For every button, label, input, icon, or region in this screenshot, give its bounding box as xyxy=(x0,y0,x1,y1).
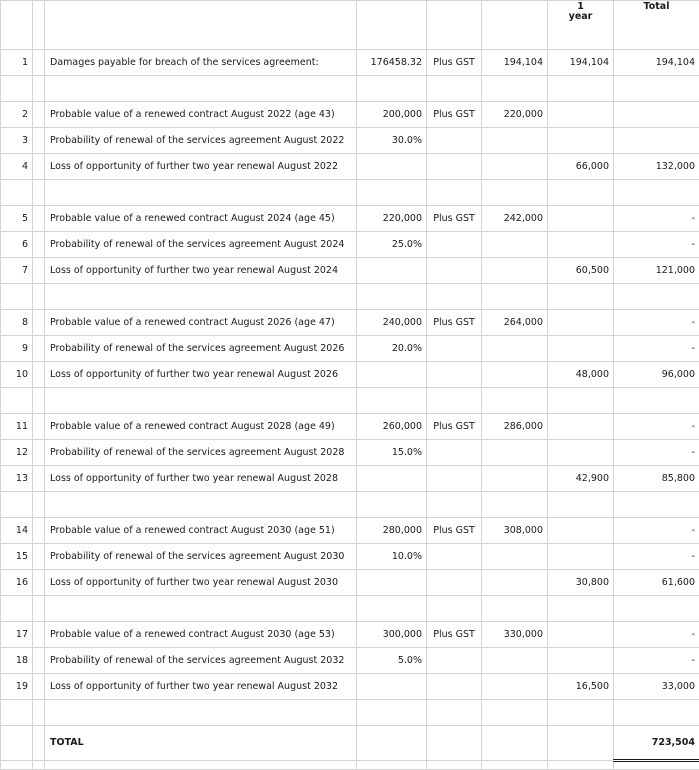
year-one-cell[interactable] xyxy=(548,648,614,674)
value-incl-gst-cell[interactable] xyxy=(482,570,548,596)
cell[interactable] xyxy=(33,700,45,726)
value-incl-gst-cell[interactable] xyxy=(482,440,548,466)
spacer-cell[interactable] xyxy=(33,258,45,284)
blank-row xyxy=(1,180,699,206)
cell[interactable] xyxy=(427,700,482,726)
grand-total-cell[interactable]: 723,504 xyxy=(614,726,699,761)
table-row xyxy=(1,674,699,700)
table-row xyxy=(1,570,699,596)
cell[interactable] xyxy=(1,284,33,310)
cell[interactable] xyxy=(548,492,614,518)
value-cell[interactable]: 25.0% xyxy=(357,232,427,258)
gst-cell[interactable] xyxy=(427,232,482,258)
table-row xyxy=(1,648,699,674)
blank-row xyxy=(1,761,699,770)
cell[interactable] xyxy=(357,761,427,770)
spacer-cell[interactable] xyxy=(33,310,45,336)
blank-row xyxy=(1,388,699,414)
total-row xyxy=(1,726,699,761)
description-cell[interactable]: Probable value of a renewed contract August 2026 (age 47) xyxy=(45,310,357,336)
header-total: Total xyxy=(644,1,670,12)
header-year-word: year xyxy=(569,11,593,22)
table-row xyxy=(1,544,699,570)
spacer-cell[interactable] xyxy=(33,128,45,154)
cell[interactable] xyxy=(357,1,427,50)
row-number-cell[interactable]: 12 xyxy=(1,440,33,466)
gst-cell[interactable] xyxy=(427,336,482,362)
total-cell[interactable]: - xyxy=(614,232,699,258)
table-row xyxy=(1,362,699,388)
row-number-cell[interactable]: 4 xyxy=(1,154,33,180)
year-one-cell[interactable] xyxy=(548,440,614,466)
table-row xyxy=(1,50,699,76)
description-cell[interactable]: Probability of renewal of the services agreement August 2030 xyxy=(45,544,357,570)
value-cell[interactable]: 200,000 xyxy=(357,102,427,128)
cell[interactable] xyxy=(548,726,614,761)
value-incl-gst-cell[interactable]: 308,000 xyxy=(482,518,548,544)
cell[interactable] xyxy=(33,180,45,206)
cell[interactable] xyxy=(33,76,45,102)
year-one-cell[interactable]: 42,900 xyxy=(548,466,614,492)
row-number-cell[interactable]: 1 xyxy=(1,50,33,76)
cell[interactable] xyxy=(33,1,45,50)
row-number-cell[interactable]: 13 xyxy=(1,466,33,492)
description-cell[interactable]: Probable value of a renewed contract August 2028 (age 49) xyxy=(45,414,357,440)
value-incl-gst-cell[interactable] xyxy=(482,648,548,674)
row-number-cell[interactable]: 18 xyxy=(1,648,33,674)
year-one-cell[interactable] xyxy=(548,206,614,232)
blank-row xyxy=(1,492,699,518)
value-incl-gst-cell[interactable]: 286,000 xyxy=(482,414,548,440)
description-cell[interactable]: Probable value of a renewed contract August 2030 (age 53) xyxy=(45,622,357,648)
cell[interactable] xyxy=(357,76,427,102)
table-row xyxy=(1,258,699,284)
header-year-cell[interactable] xyxy=(548,1,614,50)
gst-cell[interactable] xyxy=(427,674,482,700)
cell[interactable] xyxy=(357,700,427,726)
spacer-cell[interactable] xyxy=(33,336,45,362)
spacer-cell[interactable] xyxy=(33,232,45,258)
value-cell[interactable] xyxy=(357,674,427,700)
cell[interactable] xyxy=(427,180,482,206)
description-cell[interactable]: Loss of opportunity of further two year renewal August 2026 xyxy=(45,362,357,388)
total-cell[interactable]: - xyxy=(614,206,699,232)
total-label[interactable]: TOTAL xyxy=(45,726,357,761)
total-cell[interactable]: - xyxy=(614,336,699,362)
cell[interactable] xyxy=(614,388,699,414)
gst-cell[interactable]: Plus GST xyxy=(427,206,482,232)
spacer-cell[interactable] xyxy=(33,544,45,570)
spacer-cell[interactable] xyxy=(33,154,45,180)
table-row xyxy=(1,206,699,232)
total-cell[interactable] xyxy=(614,128,699,154)
table-row xyxy=(1,128,699,154)
spacer-cell[interactable] xyxy=(33,674,45,700)
year-one-cell[interactable]: 66,000 xyxy=(548,154,614,180)
year-one-cell[interactable] xyxy=(548,232,614,258)
value-cell[interactable]: 20.0% xyxy=(357,336,427,362)
gst-cell[interactable] xyxy=(427,440,482,466)
cell[interactable] xyxy=(1,761,33,770)
value-cell[interactable] xyxy=(357,466,427,492)
cell[interactable] xyxy=(548,76,614,102)
year-one-cell[interactable]: 194,104 xyxy=(548,50,614,76)
table-row xyxy=(1,414,699,440)
row-number-cell[interactable]: 14 xyxy=(1,518,33,544)
total-cell[interactable]: 61,600 xyxy=(614,570,699,596)
cell[interactable] xyxy=(548,700,614,726)
value-incl-gst-cell[interactable]: 220,000 xyxy=(482,102,548,128)
header-year-number: 1 xyxy=(577,1,584,12)
header-row xyxy=(1,1,699,50)
value-incl-gst-cell[interactable]: 242,000 xyxy=(482,206,548,232)
cell[interactable] xyxy=(427,284,482,310)
spacer-cell[interactable] xyxy=(33,622,45,648)
value-cell[interactable]: 30.0% xyxy=(357,128,427,154)
cell[interactable] xyxy=(45,761,357,770)
spacer-cell[interactable] xyxy=(33,414,45,440)
cell[interactable] xyxy=(1,726,33,761)
cell[interactable] xyxy=(33,388,45,414)
cell[interactable] xyxy=(548,761,614,770)
row-number-cell[interactable]: 15 xyxy=(1,544,33,570)
cell[interactable] xyxy=(614,76,699,102)
cell[interactable] xyxy=(33,284,45,310)
total-cell[interactable]: - xyxy=(614,544,699,570)
gst-cell[interactable]: Plus GST xyxy=(427,102,482,128)
description-cell[interactable]: Probable value of a renewed contract August 2022 (age 43) xyxy=(45,102,357,128)
year-one-cell[interactable]: 48,000 xyxy=(548,362,614,388)
cell[interactable] xyxy=(1,700,33,726)
blank-row xyxy=(1,596,699,622)
header-total-cell[interactable] xyxy=(614,1,699,50)
total-cell[interactable]: - xyxy=(614,518,699,544)
cell[interactable] xyxy=(614,596,699,622)
row-number-cell[interactable]: 17 xyxy=(1,622,33,648)
value-incl-gst-cell[interactable]: 330,000 xyxy=(482,622,548,648)
table-row xyxy=(1,622,699,648)
spacer-cell[interactable] xyxy=(33,570,45,596)
cell[interactable] xyxy=(45,76,357,102)
spacer-cell[interactable] xyxy=(33,466,45,492)
description-cell[interactable]: Probability of renewal of the services agreement August 2032 xyxy=(45,648,357,674)
cell[interactable] xyxy=(33,726,45,761)
value-cell[interactable]: 10.0% xyxy=(357,544,427,570)
cell[interactable] xyxy=(614,700,699,726)
cell[interactable] xyxy=(427,596,482,622)
description-cell[interactable]: Damages payable for breach of the services agreement: xyxy=(45,50,357,76)
cell[interactable] xyxy=(614,284,699,310)
year-one-cell[interactable] xyxy=(548,336,614,362)
year-one-cell[interactable] xyxy=(548,544,614,570)
table-row xyxy=(1,440,699,466)
value-cell[interactable] xyxy=(357,570,427,596)
gst-cell[interactable] xyxy=(427,648,482,674)
cell[interactable] xyxy=(482,180,548,206)
cell[interactable] xyxy=(33,492,45,518)
cell[interactable] xyxy=(1,180,33,206)
cell[interactable] xyxy=(45,284,357,310)
total-cell[interactable]: 33,000 xyxy=(614,674,699,700)
row-number-cell[interactable]: 9 xyxy=(1,336,33,362)
gst-cell[interactable]: Plus GST xyxy=(427,622,482,648)
cell[interactable] xyxy=(357,388,427,414)
value-incl-gst-cell[interactable] xyxy=(482,336,548,362)
value-cell[interactable]: 300,000 xyxy=(357,622,427,648)
cell[interactable] xyxy=(45,388,357,414)
cell[interactable] xyxy=(1,76,33,102)
cell[interactable] xyxy=(427,726,482,761)
value-cell[interactable] xyxy=(357,154,427,180)
cell[interactable] xyxy=(614,761,699,770)
table-row xyxy=(1,154,699,180)
value-cell[interactable]: 176458.32 xyxy=(357,50,427,76)
cell[interactable] xyxy=(427,761,482,770)
blank-row xyxy=(1,76,699,102)
row-number-cell[interactable]: 19 xyxy=(1,674,33,700)
cell[interactable] xyxy=(482,761,548,770)
total-cell[interactable]: - xyxy=(614,648,699,674)
blank-row xyxy=(1,700,699,726)
cell[interactable] xyxy=(45,700,357,726)
row-number-cell[interactable]: 5 xyxy=(1,206,33,232)
cell[interactable] xyxy=(357,596,427,622)
cell[interactable] xyxy=(427,388,482,414)
value-incl-gst-cell[interactable] xyxy=(482,232,548,258)
description-cell[interactable]: Probable value of a renewed contract August 2030 (age 51) xyxy=(45,518,357,544)
description-cell[interactable]: Loss of opportunity of further two year renewal August 2022 xyxy=(45,154,357,180)
value-incl-gst-cell[interactable] xyxy=(482,362,548,388)
value-cell[interactable] xyxy=(357,362,427,388)
value-incl-gst-cell[interactable] xyxy=(482,258,548,284)
spacer-cell[interactable] xyxy=(33,206,45,232)
gst-cell[interactable]: Plus GST xyxy=(427,50,482,76)
value-cell[interactable]: 280,000 xyxy=(357,518,427,544)
total-cell[interactable] xyxy=(614,102,699,128)
gst-cell[interactable] xyxy=(427,128,482,154)
description-cell[interactable]: Probability of renewal of the services agreement August 2028 xyxy=(45,440,357,466)
year-one-cell[interactable] xyxy=(548,102,614,128)
value-incl-gst-cell[interactable]: 194,104 xyxy=(482,50,548,76)
table-row xyxy=(1,336,699,362)
cell[interactable] xyxy=(427,76,482,102)
cell[interactable] xyxy=(548,284,614,310)
cell[interactable] xyxy=(427,492,482,518)
description-cell[interactable]: Loss of opportunity of further two year renewal August 2028 xyxy=(45,466,357,492)
year-one-cell[interactable] xyxy=(548,414,614,440)
total-cell[interactable]: 194,104 xyxy=(614,50,699,76)
value-incl-gst-cell[interactable] xyxy=(482,128,548,154)
cell[interactable] xyxy=(614,492,699,518)
year-one-cell[interactable] xyxy=(548,622,614,648)
value-cell[interactable]: 260,000 xyxy=(357,414,427,440)
cell[interactable] xyxy=(1,492,33,518)
total-cell[interactable]: 121,000 xyxy=(614,258,699,284)
description-cell[interactable]: Loss of opportunity of further two year renewal August 2030 xyxy=(45,570,357,596)
spacer-cell[interactable] xyxy=(33,518,45,544)
cell[interactable] xyxy=(357,284,427,310)
description-cell[interactable]: Loss of opportunity of further two year renewal August 2024 xyxy=(45,258,357,284)
row-number-cell[interactable]: 8 xyxy=(1,310,33,336)
row-number-cell[interactable]: 7 xyxy=(1,258,33,284)
cell[interactable] xyxy=(482,1,548,50)
table-row xyxy=(1,232,699,258)
cell[interactable] xyxy=(45,1,357,50)
description-cell[interactable]: Loss of opportunity of further two year renewal August 2032 xyxy=(45,674,357,700)
cell[interactable] xyxy=(482,388,548,414)
cell[interactable] xyxy=(548,180,614,206)
cell[interactable] xyxy=(33,596,45,622)
spacer-cell[interactable] xyxy=(33,50,45,76)
value-cell[interactable]: 240,000 xyxy=(357,310,427,336)
cell[interactable] xyxy=(33,761,45,770)
cell[interactable] xyxy=(548,596,614,622)
year-one-cell[interactable] xyxy=(548,128,614,154)
value-incl-gst-cell[interactable] xyxy=(482,466,548,492)
table-row xyxy=(1,102,699,128)
description-cell[interactable]: Probable value of a renewed contract August 2024 (age 45) xyxy=(45,206,357,232)
gst-cell[interactable] xyxy=(427,466,482,492)
row-number-cell[interactable]: 10 xyxy=(1,362,33,388)
spacer-cell[interactable] xyxy=(33,648,45,674)
gst-cell[interactable] xyxy=(427,570,482,596)
gst-cell[interactable] xyxy=(427,154,482,180)
gst-cell[interactable]: Plus GST xyxy=(427,310,482,336)
gst-cell[interactable] xyxy=(427,362,482,388)
cell[interactable] xyxy=(482,492,548,518)
cell[interactable] xyxy=(482,76,548,102)
year-one-cell[interactable]: 30,800 xyxy=(548,570,614,596)
cell[interactable] xyxy=(45,492,357,518)
gst-cell[interactable] xyxy=(427,258,482,284)
value-cell[interactable]: 15.0% xyxy=(357,440,427,466)
row-number-cell[interactable]: 16 xyxy=(1,570,33,596)
year-one-cell[interactable] xyxy=(548,518,614,544)
cell[interactable] xyxy=(357,180,427,206)
cell[interactable] xyxy=(1,596,33,622)
cell[interactable] xyxy=(482,596,548,622)
gst-cell[interactable]: Plus GST xyxy=(427,414,482,440)
description-cell[interactable]: Probability of renewal of the services agreement August 2026 xyxy=(45,336,357,362)
cell[interactable] xyxy=(45,180,357,206)
cell[interactable] xyxy=(482,726,548,761)
total-cell[interactable]: - xyxy=(614,414,699,440)
total-cell[interactable]: 132,000 xyxy=(614,154,699,180)
row-number-cell[interactable]: 3 xyxy=(1,128,33,154)
spacer-cell[interactable] xyxy=(33,440,45,466)
value-incl-gst-cell[interactable] xyxy=(482,674,548,700)
cell[interactable] xyxy=(482,284,548,310)
value-incl-gst-cell[interactable]: 264,000 xyxy=(482,310,548,336)
spacer-cell[interactable] xyxy=(33,362,45,388)
description-cell[interactable]: Probability of renewal of the services agreement August 2024 xyxy=(45,232,357,258)
table-row xyxy=(1,466,699,492)
gst-cell[interactable]: Plus GST xyxy=(427,518,482,544)
cell[interactable] xyxy=(1,1,33,50)
year-one-cell[interactable]: 16,500 xyxy=(548,674,614,700)
row-number-cell[interactable]: 6 xyxy=(1,232,33,258)
value-cell[interactable]: 220,000 xyxy=(357,206,427,232)
cell[interactable] xyxy=(1,388,33,414)
total-cell[interactable]: - xyxy=(614,622,699,648)
description-cell[interactable]: Probability of renewal of the services agreement August 2022 xyxy=(45,128,357,154)
gst-cell[interactable] xyxy=(427,544,482,570)
year-one-cell[interactable]: 60,500 xyxy=(548,258,614,284)
table-row xyxy=(1,310,699,336)
cell[interactable] xyxy=(427,1,482,50)
value-incl-gst-cell[interactable] xyxy=(482,544,548,570)
table-row xyxy=(1,518,699,544)
value-incl-gst-cell[interactable] xyxy=(482,154,548,180)
total-cell[interactable]: 85,800 xyxy=(614,466,699,492)
row-number-cell[interactable]: 2 xyxy=(1,102,33,128)
year-one-cell[interactable] xyxy=(548,310,614,336)
cell[interactable] xyxy=(482,700,548,726)
cell[interactable] xyxy=(357,492,427,518)
cell[interactable] xyxy=(357,726,427,761)
value-cell[interactable] xyxy=(357,258,427,284)
spacer-cell[interactable] xyxy=(33,102,45,128)
cell[interactable] xyxy=(548,388,614,414)
cell[interactable] xyxy=(45,596,357,622)
row-number-cell[interactable]: 11 xyxy=(1,414,33,440)
total-cell[interactable]: - xyxy=(614,440,699,466)
value-cell[interactable]: 5.0% xyxy=(357,648,427,674)
blank-row xyxy=(1,284,699,310)
cell[interactable] xyxy=(614,180,699,206)
total-cell[interactable]: 96,000 xyxy=(614,362,699,388)
total-cell[interactable]: - xyxy=(614,310,699,336)
